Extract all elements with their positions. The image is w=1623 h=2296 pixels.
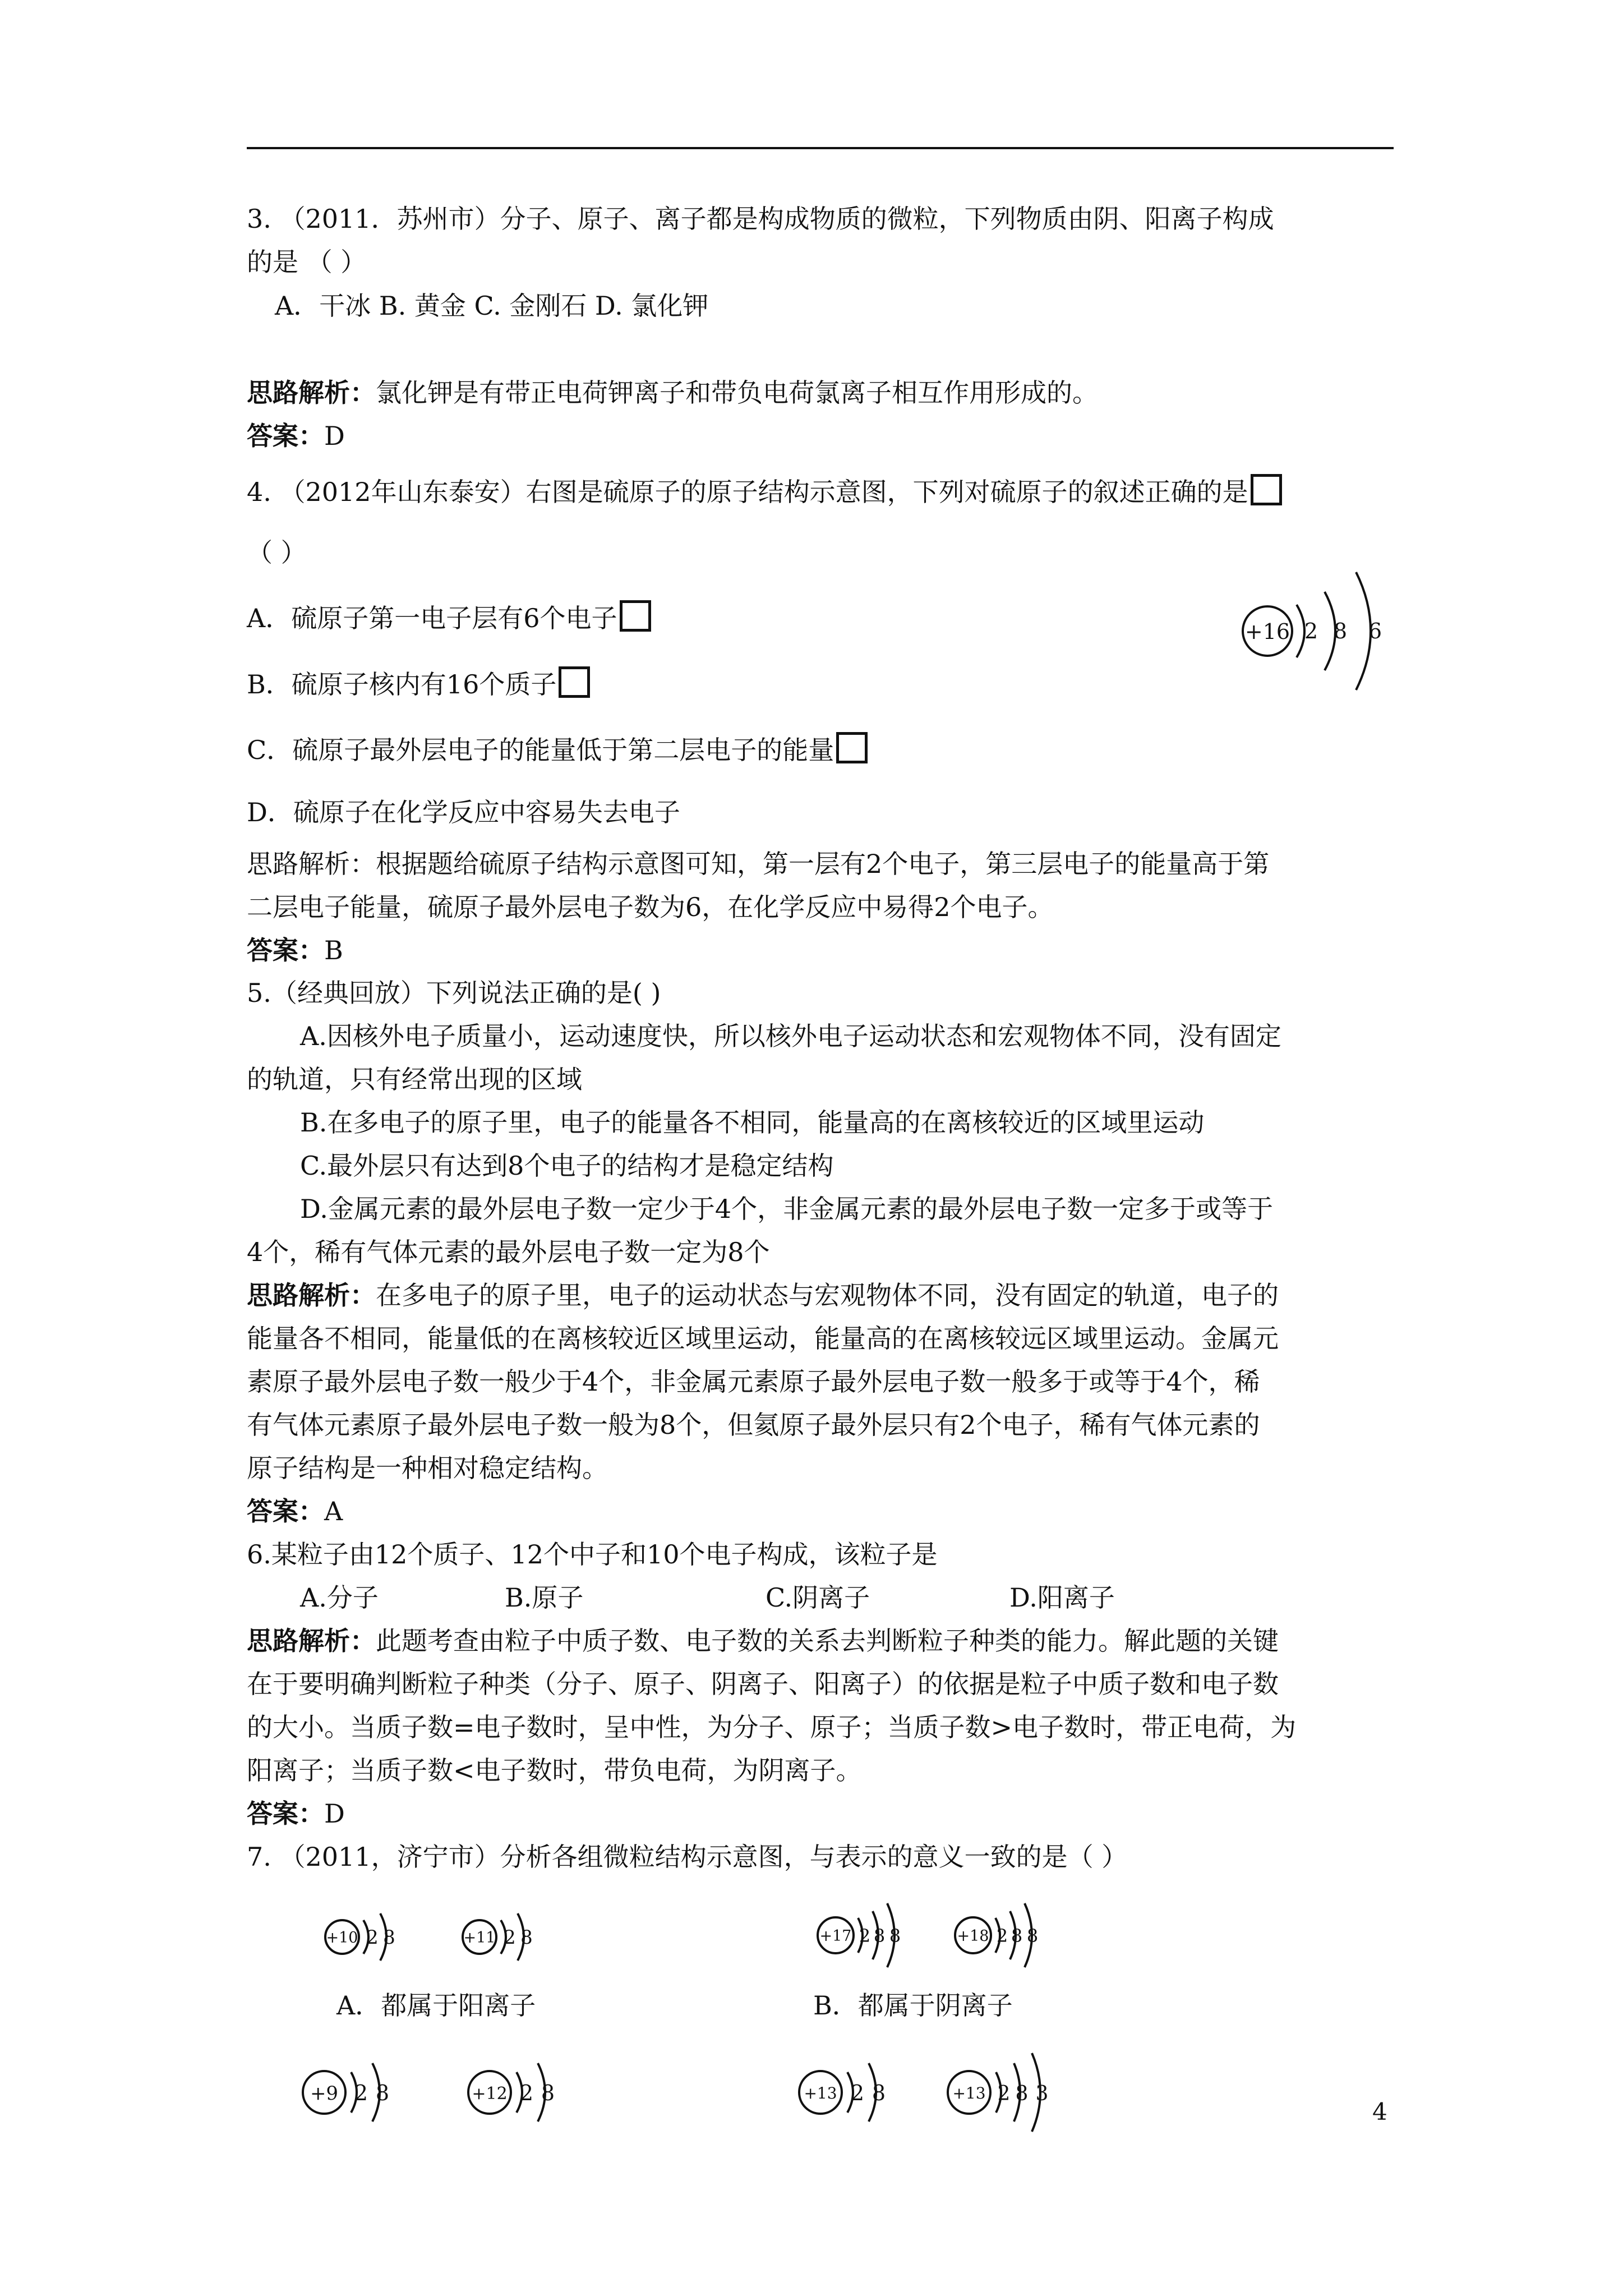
- q5-analysis-line4: 有气体元素原子最外层电子数一般为8个，但氦原子最外层只有2个电子，稀有气体元素的: [247, 1410, 1260, 1440]
- q5-option-a-line2: 的轨道，只有经常出现的区域: [247, 1064, 582, 1094]
- atom-diagram: [794, 2053, 939, 2132]
- q4-option-a-text: A．硫原子第一电子层有6个电子: [247, 603, 617, 633]
- q5-option-c: C.最外层只有达到8个电子的结构才是稳定结构: [300, 1151, 834, 1181]
- q4-option-c-text: C．硫原子最外层电子的能量低于第二层电子的能量: [247, 735, 834, 765]
- shell-electron-count: 8: [1015, 2082, 1029, 2105]
- shell-electron-count: 2: [1304, 619, 1318, 643]
- shell-electron-count: 8: [383, 1926, 395, 1949]
- q7-stem: 7. （2011，济宁市）分析各组微粒结构示意图，与表示的意义一致的是（ ）: [247, 1842, 1128, 1872]
- nucleus-label: +13: [952, 2084, 986, 2102]
- q5-option-b: B.在多电子的原子里，电子的能量各不相同，能量高的在离核较近的区域里运动: [300, 1107, 1205, 1138]
- atom-diagram: [320, 1904, 443, 1972]
- shell-electron-count: 2: [859, 1925, 871, 1947]
- checkbox-square-icon: [620, 600, 651, 632]
- q5-analysis-text: 在多电子的原子里，电子的运动状态与宏观物体不同，没有固定的轨道，电子的: [376, 1280, 1279, 1310]
- shell-electron-count: 2: [519, 2081, 534, 2105]
- shell-electron-count: 2: [996, 1925, 1008, 1947]
- shell-electron-count: 2: [504, 1926, 516, 1949]
- q6-analysis-line3: 的大小。当质子数=电子数时，呈中性，为分子、原子；当质子数>电子数时，带正电荷，为: [247, 1712, 1297, 1742]
- q4-option-b: [247, 666, 590, 701]
- shell-electron-count: 8: [520, 1926, 533, 1949]
- q7-option-a: A．都属于阳离子: [336, 1990, 536, 2021]
- q3-stem-line1: 3. （2011．苏州市）分子、原子、离子都是构成物质的微粒，下列物质由阴、阳离子构成: [247, 204, 1274, 234]
- q4-answer-value: B: [324, 935, 343, 965]
- nucleus-label: +9: [310, 2082, 339, 2105]
- q6-analysis-line4: 阳离子；当质子数<电子数时，带负电荷，为阴离子。: [247, 1755, 862, 1786]
- atom-diagram: [813, 1899, 959, 1972]
- sulfur-atom-diagram: [1234, 561, 1413, 690]
- shell-electron-count: 8: [541, 2081, 555, 2105]
- q6-option-d: D.阳离子: [1009, 1582, 1115, 1613]
- q4-stem-text: 4. （2012年山东泰安）右图是硫原子的原子结构示意图，下列对硫原子的叙述正确的是: [247, 477, 1248, 507]
- q5-answer: [247, 1494, 343, 1528]
- atom-diagram: [297, 2053, 443, 2132]
- q3-options: A．干冰 B. 黄金 C. 金刚石 D. 氯化钾: [275, 291, 709, 321]
- shell-electron-count: 8: [873, 1925, 886, 1947]
- checkbox-square-icon: [1251, 474, 1282, 505]
- q4-stem-line2: （ ）: [247, 537, 307, 568]
- q6-answer-label: 答案：: [247, 1798, 324, 1829]
- q4-analysis-line1: 思路解析：根据题给硫原子结构示意图可知，第一层有2个电子，第三层电子的能量高于第: [247, 849, 1270, 879]
- shell-electron-count: 8: [1011, 1925, 1023, 1947]
- checkbox-square-icon: [836, 732, 868, 763]
- nucleus-label: +16: [1244, 619, 1290, 644]
- q4-analysis-line2: 二层电子能量，硫原子最外层电子数为6，在化学反应中易得2个电子。: [247, 892, 1054, 922]
- shell-electron-count: 8: [1026, 1925, 1039, 1947]
- q5-option-d-line2: 4个，稀有气体元素的最外层电子数一定为8个: [247, 1237, 770, 1267]
- shell-electron-count: 8: [375, 2081, 390, 2105]
- shell-electron-count: 8: [872, 2081, 886, 2105]
- nucleus-label: +18: [957, 1927, 989, 1945]
- q4-answer-label: 答案：: [247, 935, 324, 965]
- shell-electron-count: 2: [354, 2081, 368, 2105]
- shell-electron-count: 6: [1368, 619, 1382, 643]
- q4-option-d: D．硫原子在化学反应中容易失去电子: [247, 797, 680, 827]
- q3-analysis-text: 氯化钾是有带正电荷钾离子和带负电荷氯离子相互作用形成的。: [376, 378, 1098, 408]
- q6-analysis-line2: 在于要明确判断粒子种类（分子、原子、阴离子、阳离子）的依据是粒子中质子数和电子数: [247, 1669, 1279, 1699]
- q3-answer-value: D: [324, 421, 345, 451]
- atom-diagram: [942, 2047, 1110, 2137]
- q7-option-b: B．都属于阴离子: [813, 1990, 1013, 2021]
- q5-analysis-line2: 能量各不相同，能量低的在离核较近区域里运动，能量高的在离核较远区域里运动。金属元: [247, 1323, 1279, 1354]
- q6-answer-value: D: [324, 1798, 345, 1829]
- q4-option-a: [247, 600, 651, 635]
- shell-electron-count: 8: [889, 1925, 901, 1947]
- q4-option-b-text: B．硫原子核内有16个质子: [247, 669, 557, 700]
- q5-analysis-line3: 素原子最外层电子数一般少于4个，非金属元素原子最外层电子数一般多于或等于4个，稀: [247, 1366, 1260, 1397]
- q5-option-a-line1: A.因核外电子质量小，运动速度快，所以核外电子运动状态和宏观物体不同，没有固定: [300, 1021, 1281, 1051]
- q5-analysis-line5: 原子结构是一种相对稳定结构。: [247, 1453, 608, 1483]
- nucleus-label: +11: [463, 1929, 496, 1947]
- q6-option-b: B.原子: [505, 1582, 584, 1613]
- checkbox-square-icon: [559, 666, 590, 698]
- q3-analysis-label: 思路解析：: [247, 378, 376, 408]
- nucleus-label: +17: [819, 1927, 852, 1945]
- q6-analysis-label: 思路解析：: [247, 1626, 376, 1656]
- page-number: 4: [1372, 2098, 1387, 2125]
- q5-answer-value: A: [324, 1496, 343, 1526]
- q6-option-a: A.分子: [300, 1582, 379, 1613]
- q6-stem: 6.某粒子由12个质子、12个中子和10个电子构成，该粒子是: [247, 1539, 938, 1570]
- atom-diagram: [457, 1904, 580, 1972]
- q5-stem: 5.（经典回放）下列说法正确的是( ): [247, 978, 661, 1008]
- q5-option-d-line1: D.金属元素的最外层电子数一定少于4个，非金属元素的最外层电子数一定多于或等于: [300, 1194, 1274, 1224]
- q3-answer-label: 答案：: [247, 421, 324, 451]
- q3-stem-line2: 的是 （ ）: [247, 247, 367, 277]
- shell-electron-count: 2: [366, 1926, 379, 1949]
- q5-analysis-label: 思路解析：: [247, 1280, 376, 1310]
- atom-diagram: [463, 2053, 608, 2132]
- nucleus-label: +10: [326, 1929, 358, 1947]
- q3-answer: [247, 419, 345, 453]
- q3-analysis: [247, 376, 1098, 409]
- nucleus-label: +13: [804, 2084, 837, 2102]
- q6-answer: [247, 1797, 345, 1830]
- atom-diagram: [951, 1899, 1096, 1972]
- shell-electron-count: 3: [1035, 2082, 1049, 2105]
- q6-analysis-text: 此题考查由粒子中质子数、电子数的关系去判断粒子种类的能力。解此题的关键: [376, 1626, 1279, 1656]
- q5-answer-label: 答案：: [247, 1496, 324, 1526]
- q4-stem-line1: [247, 474, 1282, 509]
- q4-answer: [247, 933, 343, 967]
- q6-analysis-line1: [247, 1624, 1279, 1658]
- nucleus-label: +12: [472, 2084, 508, 2104]
- shell-electron-count: 2: [997, 2082, 1011, 2105]
- q6-option-c: C.阴离子: [766, 1582, 870, 1613]
- shell-electron-count: 8: [1333, 619, 1348, 643]
- q5-analysis-line1: [247, 1278, 1279, 1312]
- q4-option-c: [247, 732, 868, 767]
- header-rule: [247, 147, 1394, 149]
- shell-electron-count: 2: [850, 2081, 865, 2105]
- electron-shell-arc: [1297, 605, 1304, 657]
